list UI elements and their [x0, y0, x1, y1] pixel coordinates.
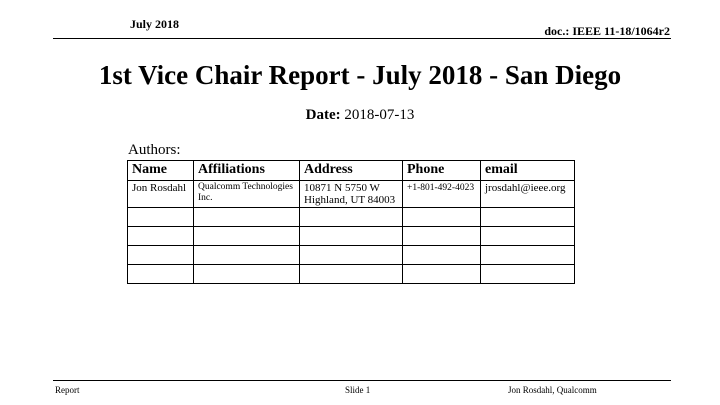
author-address	[300, 181, 403, 208]
footer-author: Jon Rosdahl, Qualcomm	[508, 385, 597, 395]
date-label: Date:	[305, 107, 341, 123]
authors-table	[127, 160, 575, 284]
footer-left: Report	[55, 385, 80, 395]
empty-table-row	[128, 265, 575, 284]
address-line-1: 10871 N 5750 W	[304, 182, 380, 194]
author-affiliation: Qualcomm Technologies Inc.	[194, 181, 300, 208]
column-header-phone: Phone	[403, 161, 481, 181]
header-doc-id: doc.: IEEE 11-18/1064r2	[544, 24, 670, 38]
header-date: July 2018	[130, 17, 180, 31]
date-value: 2018-07-13	[344, 107, 415, 123]
column-header-affiliations: Affiliations	[194, 161, 300, 181]
footer-divider	[53, 380, 671, 381]
table-row	[128, 181, 575, 208]
author-email: jrosdahl@ieee.org	[481, 181, 575, 208]
authors-label: Authors:	[128, 142, 181, 158]
author-phone: +1-801-492-4023	[403, 181, 481, 208]
header-divider	[53, 38, 671, 39]
date-line	[0, 107, 720, 124]
column-header-address: Address	[300, 161, 403, 181]
footer-slide-number: Slide 1	[345, 385, 371, 395]
column-header-name: Name	[128, 161, 194, 181]
empty-table-row	[128, 246, 575, 265]
column-header-email: email	[481, 161, 575, 181]
empty-table-row	[128, 208, 575, 227]
empty-table-row	[128, 227, 575, 246]
slide-title: 1st Vice Chair Report - July 2018 - San Diego	[98, 60, 622, 90]
address-line-2: Highland, UT 84003	[304, 194, 396, 206]
author-name: Jon Rosdahl	[128, 181, 194, 208]
table-header-row	[128, 161, 575, 181]
